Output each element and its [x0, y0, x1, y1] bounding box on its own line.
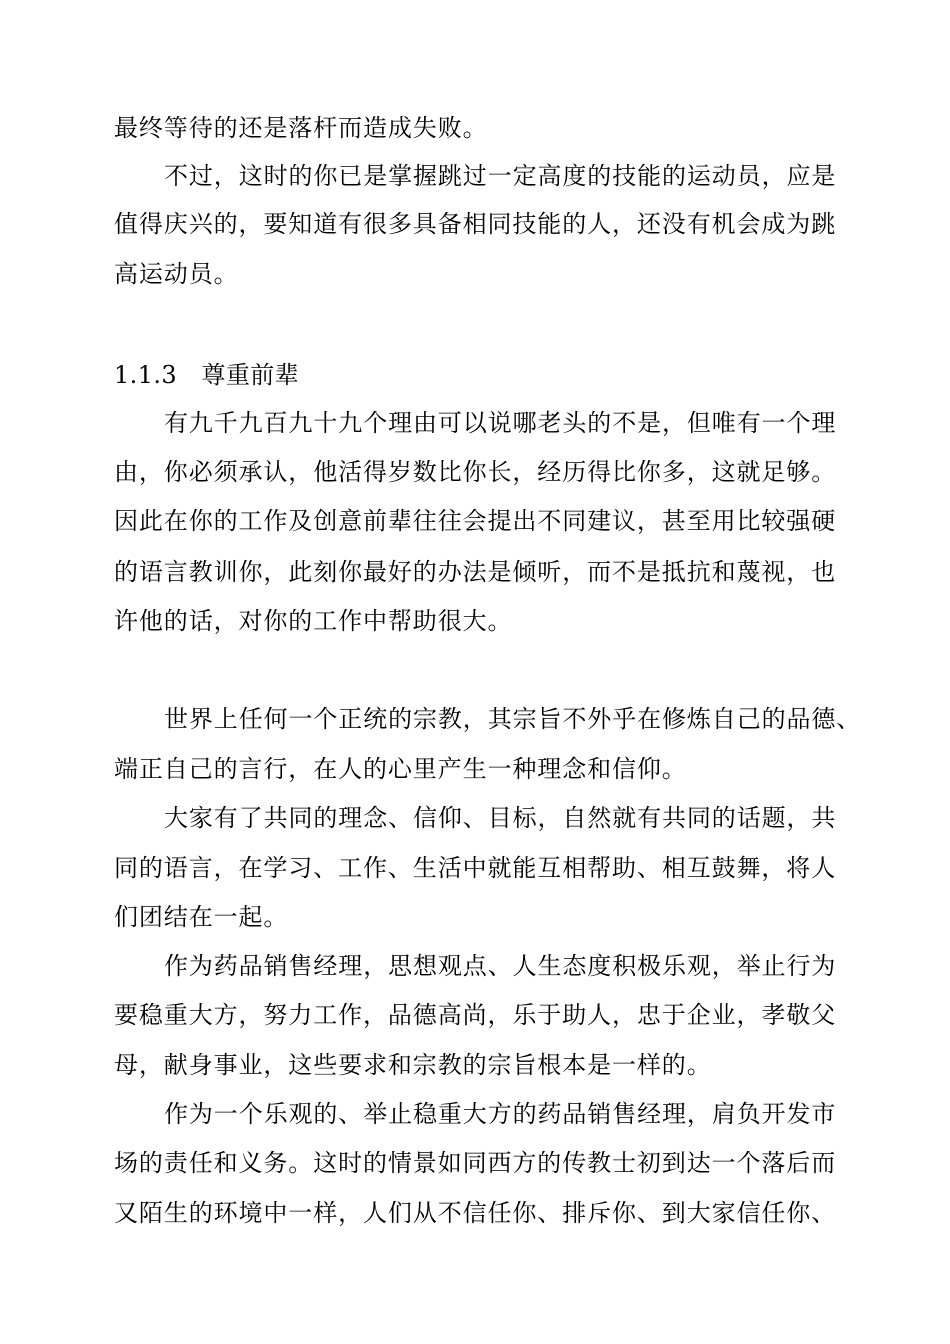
- paragraph-line: 母，献身事业，这些要求和宗教的宗旨根本是一样的。: [114, 1051, 712, 1079]
- paragraph-line: 的语言教训你，此刻你最好的办法是倾听，而不是抵抗和蔑视，也: [114, 558, 837, 586]
- paragraph-line: 大家有了共同的理念、信仰、目标，自然就有共同的话题，共: [164, 804, 837, 832]
- paragraph-line: 值得庆兴的，要知道有很多具备相同技能的人，还没有机会成为跳: [114, 210, 837, 238]
- paragraph-line: 又陌生的环境中一样，人们从不信任你、排斥你、到大家信任你、: [114, 1199, 837, 1227]
- paragraph-line: 不过，这时的你已是掌握跳过一定高度的技能的运动员，应是: [164, 162, 837, 190]
- section-heading: 1.1.3 尊重前辈: [114, 361, 300, 389]
- paragraph-line: 同的语言，在学习、工作、生活中就能互相帮助、相互鼓舞，将人: [114, 854, 837, 882]
- paragraph-line: 因此在你的工作及创意前辈往往会提出不同建议，甚至用比较强硬: [114, 507, 837, 535]
- paragraph-line: 许他的话，对你的工作中帮助很大。: [114, 607, 513, 635]
- paragraph-line: 端正自己的言行，在人的心里产生一种理念和信仰。: [114, 755, 687, 783]
- paragraph-line: 有九千九百九十九个理由可以说哪老头的不是，但唯有一个理: [164, 409, 837, 437]
- paragraph-line: 作为一个乐观的、举止稳重大方的药品销售经理，肩负开发市: [164, 1100, 837, 1128]
- paragraph-line: 世界上任何一个正统的宗教，其宗旨不外乎在修炼自己的品德、: [164, 705, 862, 733]
- paragraph-line: 由，你必须承认，他活得岁数比你长，经历得比你多，这就足够。: [114, 458, 837, 486]
- paragraph-line: 场的责任和义务。这时的情景如同西方的传教士初到达一个落后而: [114, 1149, 837, 1177]
- paragraph-line: 要稳重大方，努力工作，品德高尚，乐于助人，忠于企业，孝敬父: [114, 1001, 837, 1029]
- paragraph-line: 作为药品销售经理，思想观点、人生态度积极乐观，举止行为: [164, 952, 837, 980]
- paragraph-line: 高运动员。: [114, 260, 239, 288]
- paragraph-line: 们团结在一起。: [114, 903, 289, 931]
- paragraph-line: 最终等待的还是落杆而造成失败。: [114, 114, 488, 142]
